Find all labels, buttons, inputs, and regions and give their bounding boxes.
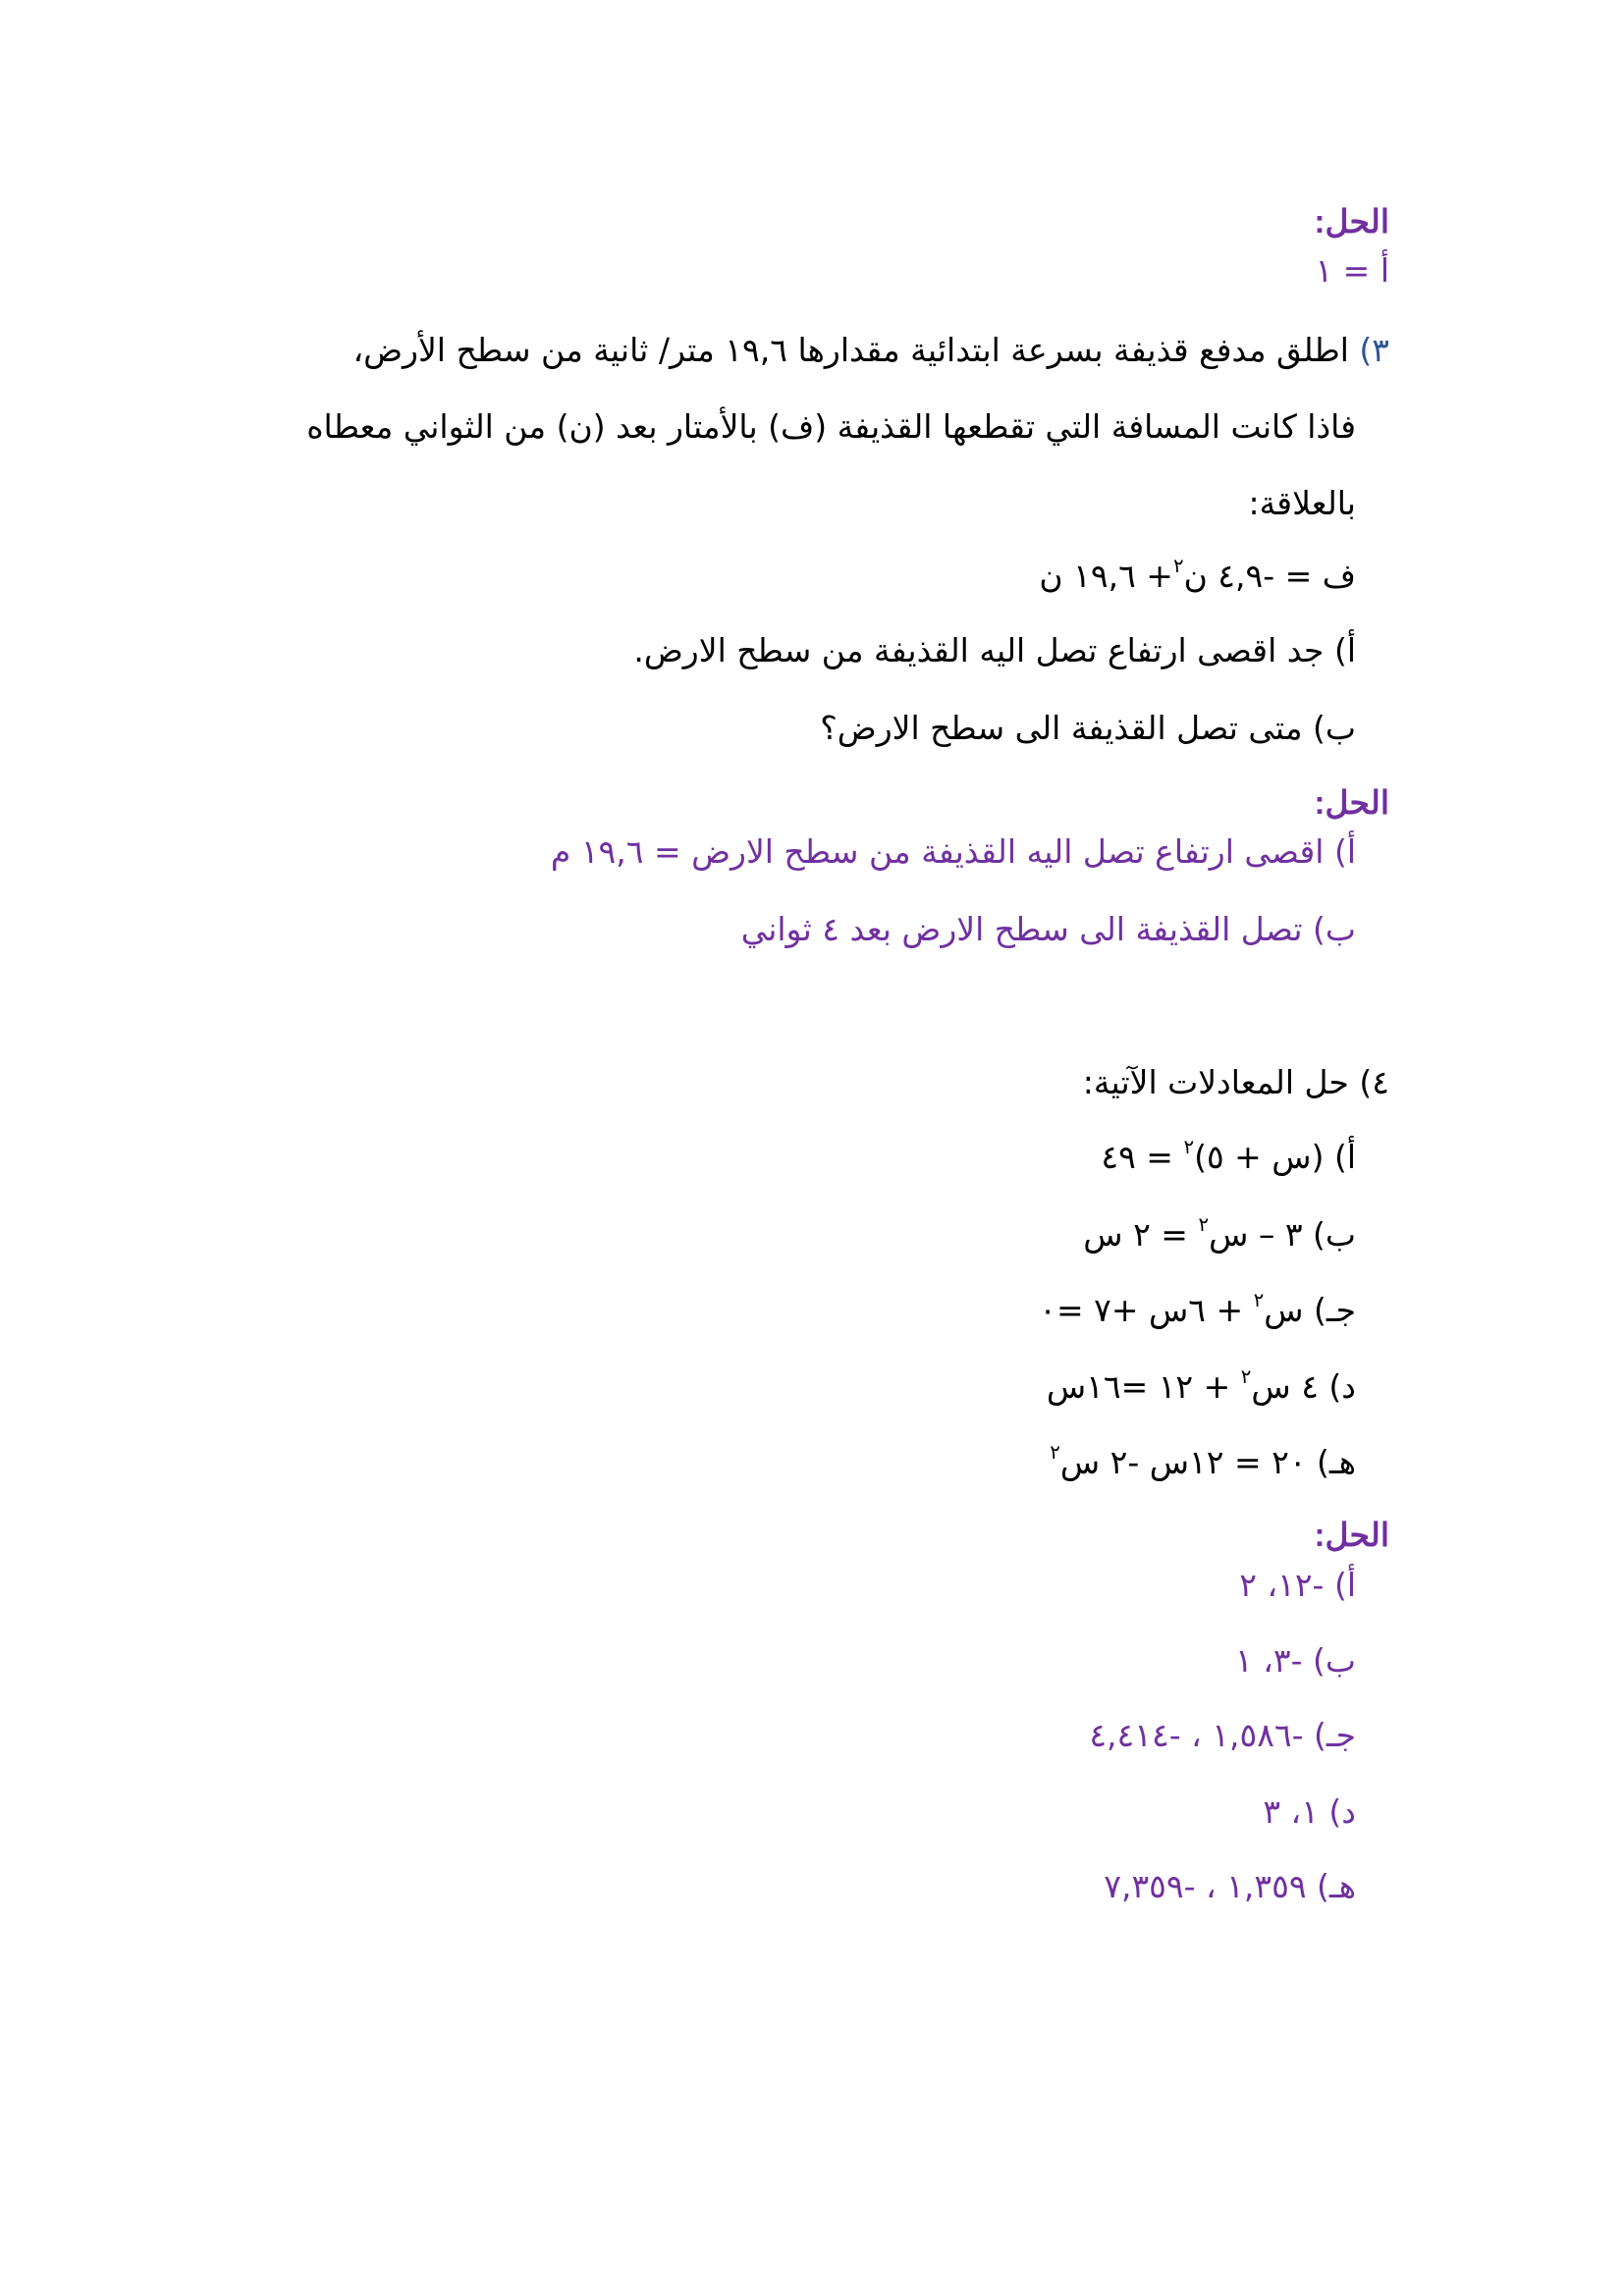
answer-b: ب) -٣، ١ (1235, 1641, 1356, 1680)
equation-d (1047, 1367, 1356, 1407)
equation-part: د) ٤ س (1251, 1367, 1356, 1406)
part-a-question: أ) جد اقصى ارتفاع تصل اليه القذيفة من سطح الارض. (633, 631, 1356, 669)
question-3-line-2: فاذا كانت المسافة التي تقطعها القذيفة (ف) بالأمتار بعد (ن) من الثواني معطاه (306, 407, 1356, 446)
answer-e: هـ) ١,٣٥٩ ، -٧,٣٥٩ (1104, 1867, 1356, 1905)
equation-part: + ١٩,٦ ن (1039, 557, 1173, 595)
equation-part: + ٦س +٧ =٠ (1039, 1291, 1254, 1329)
exponent: ٢ (1253, 1289, 1265, 1312)
equation-part: + ١٢ =١٦س (1046, 1367, 1241, 1406)
answer-a: أ) اقصى ارتفاع تصل اليه القذيفة من سطح الارض = ١٩,٦ م (550, 832, 1356, 871)
equation-b (1083, 1215, 1356, 1255)
question-3-line-1 (353, 331, 1390, 370)
answer-d: د) ١، ٣ (1263, 1792, 1356, 1831)
answer-b: ب) تصل القذيفة الى سطح الارض بعد ٤ ثواني (740, 910, 1356, 948)
exponent: ٢ (1240, 1365, 1252, 1389)
exponent: ٢ (1198, 1213, 1210, 1237)
equation-part: جـ) س (1264, 1291, 1356, 1329)
answer-c: جـ) -١,٥٨٦ ، -٤,٤١٤ (1089, 1716, 1356, 1754)
solution-heading: الحل: (1314, 784, 1389, 821)
equation-part: أ) (س + ٥) (1194, 1138, 1356, 1176)
question-4-title: ٤) حل المعادلات الآتية: (1082, 1063, 1389, 1101)
equation-part: هـ) ٢٠ = ١٢س -٢ س (1059, 1443, 1356, 1481)
question-3-line-3: بالعلاقة: (1248, 484, 1356, 522)
equation-part: = ٤٩ (1101, 1138, 1184, 1176)
exponent: ٢ (1172, 555, 1184, 578)
exponent: ٢ (1183, 1136, 1195, 1159)
distance-equation (1039, 557, 1356, 596)
equation-e (1050, 1443, 1356, 1482)
equation-c (1039, 1291, 1356, 1330)
equation-a (1101, 1138, 1356, 1177)
solution-heading: الحل: (1314, 203, 1389, 240)
question-number: ٣) (1359, 331, 1389, 369)
answer-a: أ) -١٢، ٢ (1239, 1566, 1356, 1604)
question-text: اطلق مدفع قذيفة بسرعة ابتدائية مقدارها ١٩,٦ متر/ ثانية من سطح الأرض، (352, 331, 1349, 369)
equation-part: = ٢ س (1083, 1215, 1199, 1254)
answer-line: أ = ١ (1315, 251, 1389, 290)
part-b-question: ب) متى تصل القذيفة الى سطح الارض؟ (820, 709, 1356, 747)
equation-part: ب) ٣ – س (1209, 1215, 1356, 1254)
equation-part: ف = -٤,٩ ن (1183, 557, 1356, 595)
solution-heading: الحل: (1314, 1517, 1389, 1553)
exponent: ٢ (1050, 1441, 1060, 1465)
